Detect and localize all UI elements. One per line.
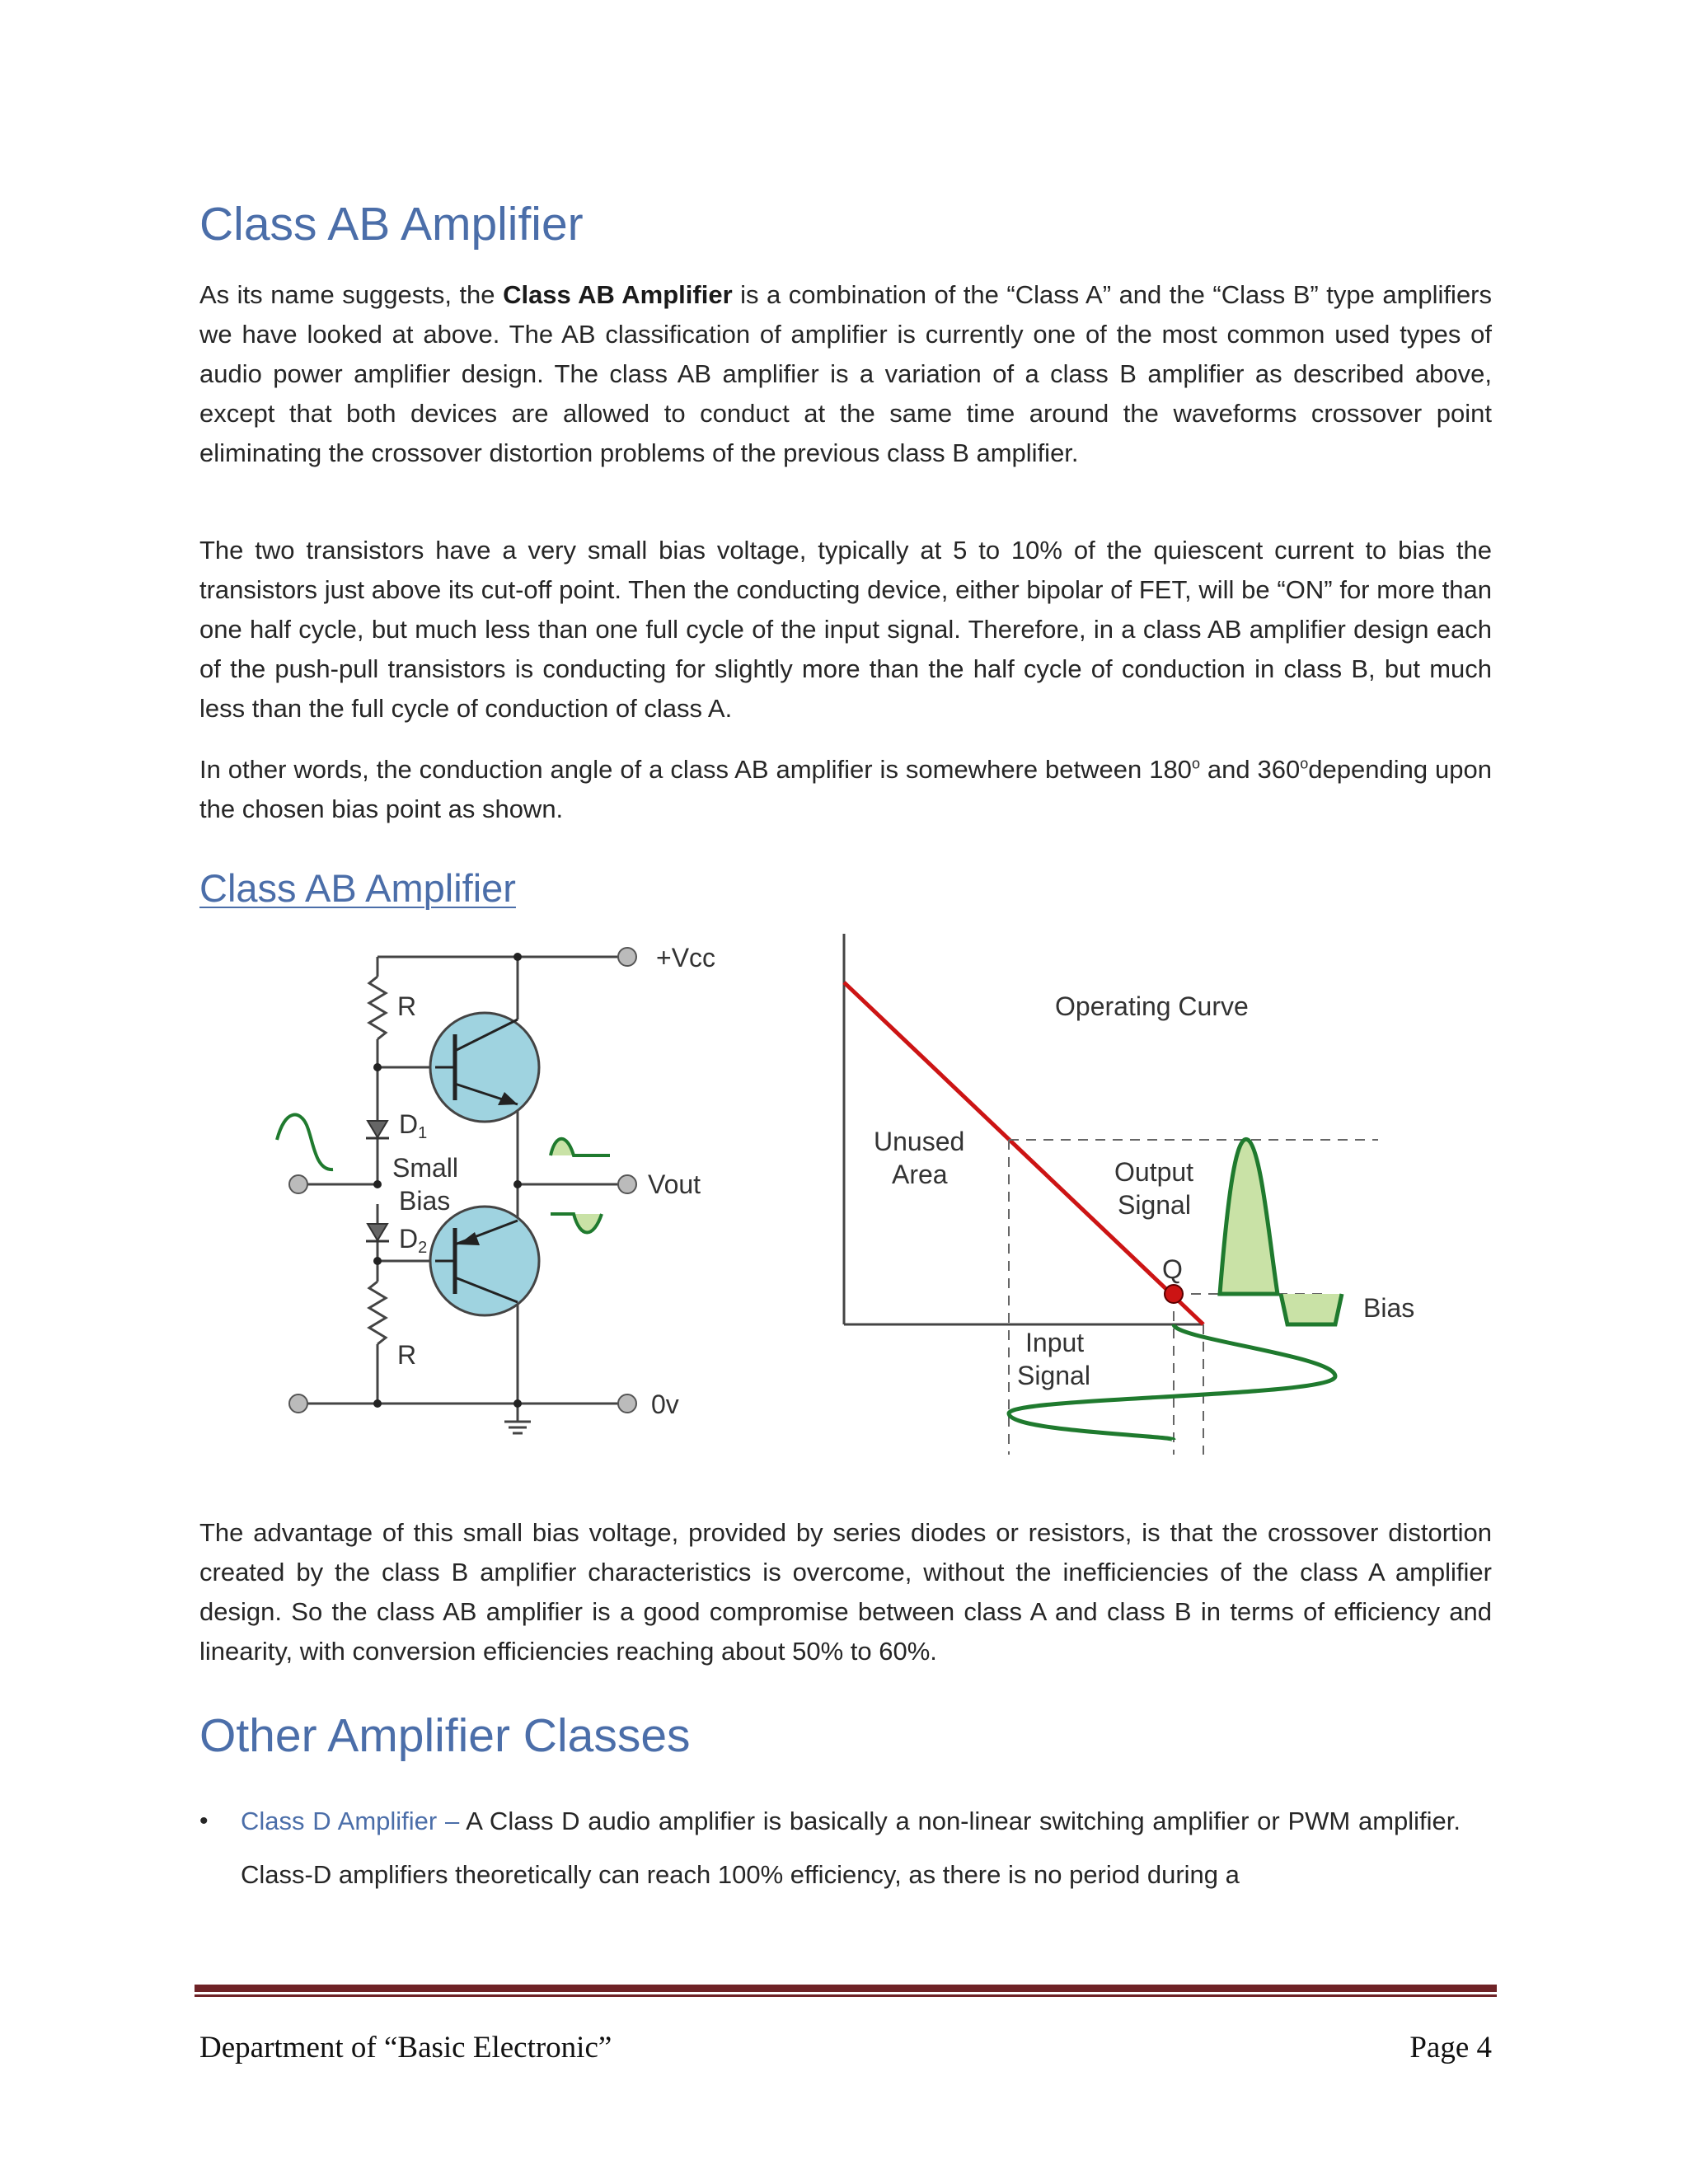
resistor-top-label: R xyxy=(397,991,417,1021)
output-label: Output xyxy=(1114,1157,1194,1187)
intro-rest: is a combination of the “Class A” and the “Class B” type amplifiers we have looked at above. The AB classification of amplifier is currently one of the most common used types of audio power amplifier design. The class AB amplifier is a variation of a class B amplifier as described above, except that both devices are allowed to conduct at the same time around the waveforms crossover point eliminating the crossover distortion problems of the previous class B amplifier. xyxy=(199,280,1493,467)
degree-symbol-1: o xyxy=(1191,755,1200,772)
input-signal-label: Signal xyxy=(1017,1361,1090,1390)
bias-axis-label: Bias xyxy=(1363,1293,1415,1323)
footer-divider-thin xyxy=(195,1994,1497,1997)
conduction-text-b: and 360 xyxy=(1199,755,1301,784)
paragraph-advantage: The advantage of this small bias voltage, provided by series diodes or resistors, is that the crossover distortion created by the class B amplifier characteristics is overcome, without the inefficiencies of the class A amplifier design. So the class AB amplifier is a good compromise between class A and class B in terms of efficiency and linearity, with conversion efficiencies reaching about 50% to 60%. xyxy=(199,1518,1492,1666)
input-label: Input xyxy=(1025,1328,1085,1357)
conduction-text-a: In other words, the conduction angle of a class AB amplifier is somewhere between 180 xyxy=(199,755,1192,784)
npn-transistor-icon xyxy=(430,1013,539,1122)
intro-lead: As its name suggests, the xyxy=(199,280,504,309)
amplifier-class-list xyxy=(199,1794,1461,1901)
vcc-label: +Vcc xyxy=(656,943,716,972)
intro-bold-term: Class AB Amplifier xyxy=(503,280,733,309)
resistor-bottom-label: R xyxy=(397,1340,417,1370)
q-point xyxy=(1165,1285,1183,1303)
output-signal-wave xyxy=(1220,1139,1278,1294)
unused-label: Unused xyxy=(874,1127,965,1156)
class-d-description: A Class D audio amplifier is basically a non-linear switching amplifier or PWM amplifier. Class-D amplifiers theoretically can reach 100% efficiency, as there is no period during a xyxy=(241,1807,1461,1889)
q-label: Q xyxy=(1162,1254,1183,1284)
paragraph-intro xyxy=(199,275,1492,473)
list-item-class-d xyxy=(199,1794,1461,1901)
output-signal-label: Signal xyxy=(1118,1190,1191,1220)
class-d-title: Class D Amplifier – xyxy=(241,1807,460,1835)
paragraph-bias-voltage: The two transistors have a very small bias voltage, typically at 5 to 10% of the quiescent current to bias the transistors just above its cut-off point. Then the conducting device, either bipolar of FET, will be “ON” for more than one half cycle, but much less than one full cycle of the input signal. Therefore, in a class AB amplifier design each of the push-pull transistors is conducting for slightly more than the half cycle of conduction in class B, but much less than the full cycle of conduction of class A. xyxy=(199,536,1492,723)
footer-divider xyxy=(195,1985,1497,1992)
diode-d2-icon xyxy=(366,1224,389,1241)
diode-d1-icon xyxy=(366,1121,389,1138)
figure-heading: Class AB Amplifier xyxy=(199,866,516,910)
vout-label: Vout xyxy=(648,1169,701,1199)
bias-label: Bias xyxy=(399,1186,451,1216)
area-label: Area xyxy=(892,1160,948,1189)
circuit-labels xyxy=(392,943,715,1419)
diode-d2-label: D2 xyxy=(399,1224,428,1257)
bullet-icon: • xyxy=(199,1807,209,1835)
pnp-transistor-icon xyxy=(430,1207,539,1315)
class-ab-diagram xyxy=(264,927,1442,1463)
graph-labels xyxy=(874,991,1414,1390)
degree-symbol-2: o xyxy=(1300,755,1309,772)
operating-curve-label: Operating Curve xyxy=(1055,991,1249,1021)
diode-d1-label: D1 xyxy=(399,1109,428,1142)
class-ab-figure xyxy=(264,927,1442,1463)
section-title-other-classes: Other Amplifier Classes xyxy=(199,1709,691,1762)
ov-label: 0v xyxy=(651,1390,679,1419)
section-title-class-ab: Class AB Amplifier xyxy=(199,198,584,251)
footer-department: Department of “Basic Electronic” xyxy=(199,2031,612,2064)
small-label: Small xyxy=(392,1153,459,1183)
footer-page-number: Page 4 xyxy=(1409,2031,1492,2064)
paragraph-conduction-angle xyxy=(199,750,1492,829)
conduction-text-c: depending upon the chosen bias point as shown. xyxy=(199,755,1493,823)
